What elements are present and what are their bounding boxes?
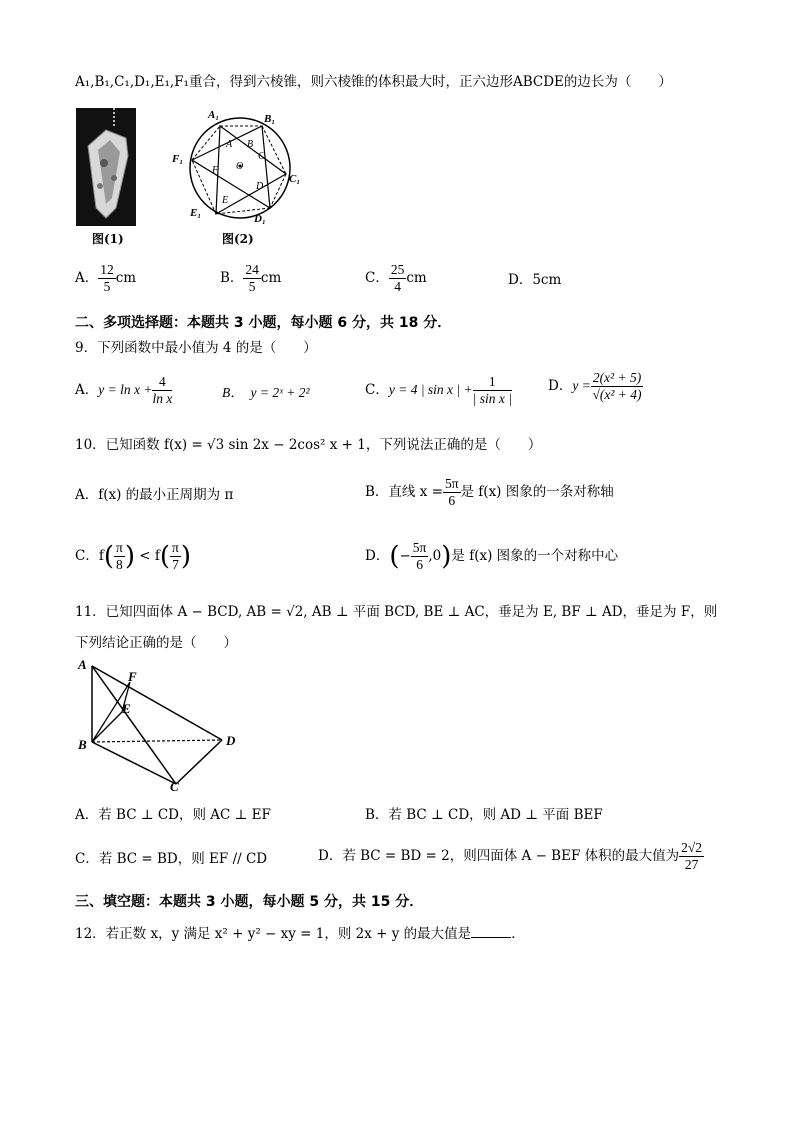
q8-option-b: B． $\frac{24}{5}$ cm [220,262,282,294]
label-c1: C₁ [289,173,301,185]
q9-option-b: B． y = 2ˣ + 2² [222,385,310,400]
label-A: A [78,657,87,672]
label-c: C [258,151,265,162]
section-2-heading: 二、多项选择题：本题共 3 小题，每小题 6 分，共 18 分． [75,315,452,331]
label-e: E [222,195,229,206]
figure-2-caption: 图(2) [222,232,254,246]
q9-option-d: D．y = $\frac{\text{2(x² + 5)}}{\text{√(x² + 4)}}$ [548,370,642,402]
label-D: D [226,733,236,748]
label-d1: D₁ [254,213,266,225]
label-a: A [226,139,233,150]
q10-option-a: A．f(x) 的最小正周期为 π [75,487,234,503]
answer-blank[interactable] [471,925,511,938]
q10-option-c: C．f( $\frac{\pi}{8}$ ) < f( $\frac{\pi}{7}$ ) [75,540,192,572]
q8-option-c: C． $\frac{25}{4}$ cm [365,262,427,294]
q9-option-a: A．y = ln x + $\frac{4}{\text{ln x}}$ [75,374,173,406]
label-b1: B₁ [264,113,276,125]
q11-option-b: B．若 BC ⊥ CD，则 AD ⊥ 平面 BEF [365,807,603,823]
q10-stem: 10．已知函数 f(x) = √3 sin 2x − 2cos² x + 1，下列说法正确的是（ ） [75,437,542,453]
label-F: F [128,669,137,684]
q8-stem: A₁,B₁,C₁,D₁,E₁,F₁重合，得到六棱锥，则六棱锥的体积最大时，正六边形ABCDE的边长为（ ） [75,74,672,90]
label-e1: E₁ [190,207,202,219]
label-E: E [122,701,131,716]
q11-stem-line-2: 下列结论正确的是（ ） [75,635,237,651]
q11-option-a: A．若 BC ⊥ CD，则 AC ⊥ EF [75,807,271,823]
q11-option-d: D．若 BC = BD = 2，则四面体 A − BEF 体积的最大值为 $\frac{2√2}{27}$ [318,840,703,872]
tetrahedron-figure [74,656,244,796]
q9-stem: 9．下列函数中最小值为 4 的是（ ） [75,340,317,356]
label-d: D [256,181,264,192]
label-C: C [170,779,179,794]
label-o: O [236,161,244,172]
label-f1: F₁ [172,153,184,165]
q8-option-d: D．5cm [508,272,562,288]
q9-option-c: C．y = 4 | sin x | + $\frac{1}{\text{| sin x |}}$ [365,374,512,406]
pendant-photo [76,108,136,226]
q12-stem: 12．若正数 x，y 满足 x² + y² − xy = 1，则 2x + y 的最大值是 ． [75,926,525,942]
q11-stem-line-1: 11．已知四面体 A − BCD, AB = √2, AB ⊥ 平面 BCD, BE ⊥ AC，垂足为 E, BF ⊥ AD，垂足为 F，则 [75,604,718,620]
label-B: B [78,737,87,752]
label-a1: A₁ [208,109,220,121]
section-3-heading: 三、填空题：本题共 3 小题，每小题 5 分，共 15 分． [75,894,424,910]
figure-1-caption: 图(1) [92,232,124,246]
label-b: B [247,139,254,150]
q8-option-a: A． $\frac{12}{5}$ cm [75,262,137,294]
q10-option-d: D．(− $\frac{5\pi}{6}$ ,0)是 f(x) 图象的一个对称中心 [365,540,619,572]
figure-2 [168,104,308,228]
figure-1 [76,108,136,226]
tetrahedron-diagram [74,656,244,796]
label-f: F [212,165,219,176]
q10-option-b: B．直线 x = $\frac{5\pi}{6}$ 是 f(x) 图象的一条对称轴 [365,476,614,508]
q11-option-c: C．若 BC = BD，则 EF // CD [75,851,268,867]
